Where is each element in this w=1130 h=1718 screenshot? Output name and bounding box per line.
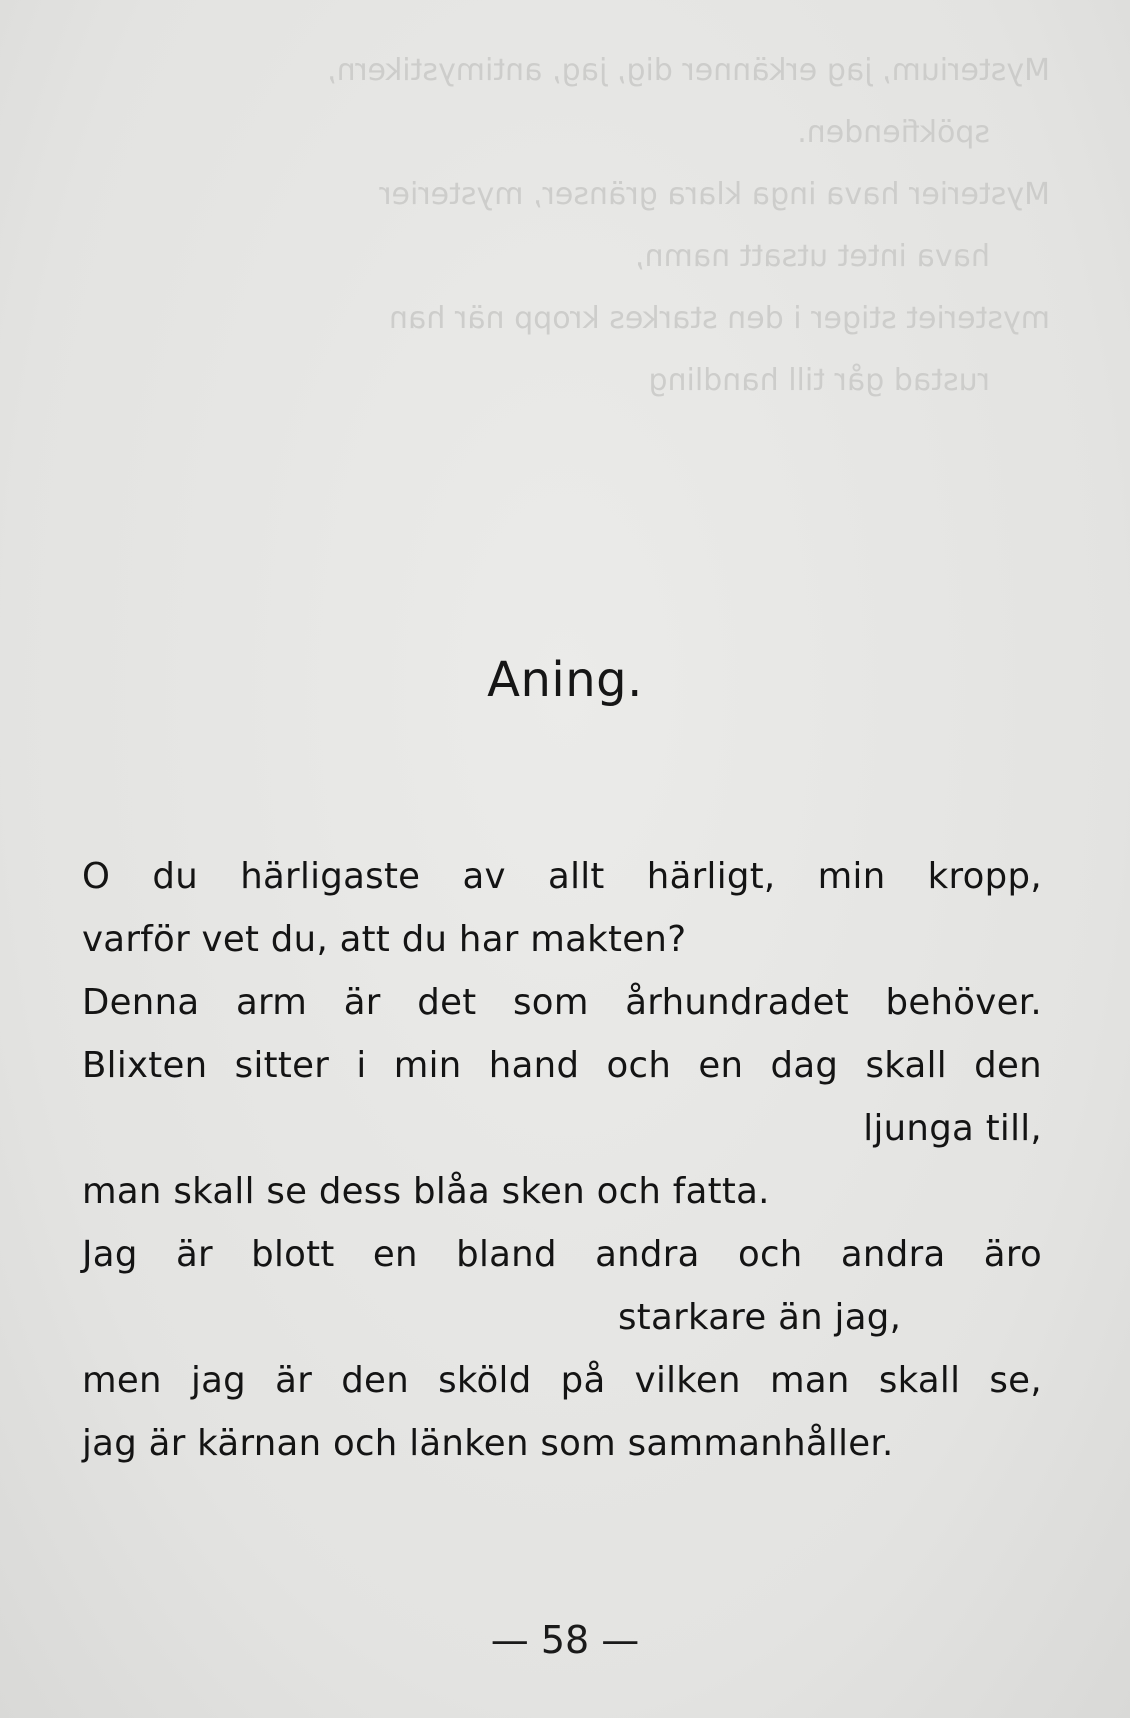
poem-line: man skall se dess blåa sken och fatta. bbox=[82, 1171, 770, 1212]
poem-word: kropp, bbox=[927, 856, 1042, 897]
poem-word: är bbox=[275, 1360, 313, 1401]
poem-word: härligt, bbox=[646, 856, 776, 897]
poem-line: jag är kärnan och länken som sammanhåller. bbox=[82, 1423, 894, 1464]
poem-word: arm bbox=[235, 982, 308, 1023]
bleed-line: rustad går till handling bbox=[648, 363, 990, 398]
poem-body bbox=[82, 845, 1042, 1475]
poem-word: Blixten bbox=[82, 1045, 208, 1086]
poem-word: som bbox=[513, 982, 589, 1023]
page-number: — 58 — bbox=[490, 1618, 640, 1662]
poem-word: dag bbox=[770, 1045, 839, 1086]
reverse-page-bleed-through bbox=[80, 40, 1050, 412]
poem-word: skall bbox=[865, 1045, 947, 1086]
poem-word: O bbox=[82, 856, 111, 897]
poem-word: behöver. bbox=[885, 982, 1042, 1023]
poem-line bbox=[82, 971, 1042, 1034]
poem-word: jag bbox=[190, 1360, 247, 1401]
poem-word: Denna bbox=[82, 982, 200, 1023]
bleed-line: mysteriet stiger i den starkes kropp när han bbox=[388, 301, 1050, 336]
poem-word: århundradet bbox=[625, 982, 849, 1023]
poem-word: man bbox=[769, 1360, 850, 1401]
poem-word: sitter bbox=[234, 1045, 330, 1086]
poem-word: vilken bbox=[634, 1360, 741, 1401]
poem-line bbox=[82, 845, 1042, 908]
poem-word: men bbox=[82, 1360, 162, 1401]
poem-line: ljunga till, bbox=[863, 1108, 1042, 1149]
poem-word: Jag bbox=[82, 1234, 138, 1275]
poem-word: är bbox=[175, 1234, 213, 1275]
poem-word: sköld bbox=[438, 1360, 532, 1401]
poem-word: skall bbox=[878, 1360, 961, 1401]
poem-word: det bbox=[417, 982, 477, 1023]
poem-word: du bbox=[152, 856, 199, 897]
poem-word: en bbox=[698, 1045, 744, 1086]
poem-word: äro bbox=[983, 1234, 1042, 1275]
poem-word: härligaste bbox=[240, 856, 421, 897]
bleed-line: Mysterier hava inga klara gränser, mysterier bbox=[379, 177, 1050, 212]
poem-line bbox=[82, 1349, 1042, 1412]
bleed-line: spökfienden. bbox=[797, 115, 990, 150]
poem-word: allt bbox=[548, 856, 605, 897]
poem-word: bland bbox=[456, 1234, 557, 1275]
poem-title: Aning. bbox=[487, 652, 643, 708]
poem-word: min bbox=[817, 856, 886, 897]
poem-word: den bbox=[974, 1045, 1042, 1086]
poem-word: andra bbox=[595, 1234, 700, 1275]
poem-word: i bbox=[356, 1045, 367, 1086]
poem-word: min bbox=[393, 1045, 462, 1086]
poem-word: på bbox=[560, 1360, 606, 1401]
bleed-line: Mysterium, jag erkänner dig, jag, antimystikern, bbox=[327, 53, 1050, 88]
poem-line bbox=[82, 1034, 1042, 1097]
poem-word: av bbox=[462, 856, 506, 897]
bleed-line: hava intet utsatt namn, bbox=[635, 239, 990, 274]
poem-line: starkare än jag, bbox=[618, 1297, 902, 1338]
poem-word: andra bbox=[840, 1234, 946, 1275]
poem-word: en bbox=[372, 1234, 418, 1275]
poem-word: är bbox=[343, 982, 381, 1023]
poem-line: varför vet du, att du har makten? bbox=[82, 919, 687, 960]
poem-word: se, bbox=[989, 1360, 1042, 1401]
poem-word: blott bbox=[251, 1234, 335, 1275]
poem-line bbox=[82, 1223, 1042, 1286]
poem-word: och bbox=[606, 1045, 672, 1086]
poem-word: hand bbox=[488, 1045, 580, 1086]
poem-word: den bbox=[341, 1360, 409, 1401]
poem-word: och bbox=[737, 1234, 803, 1275]
